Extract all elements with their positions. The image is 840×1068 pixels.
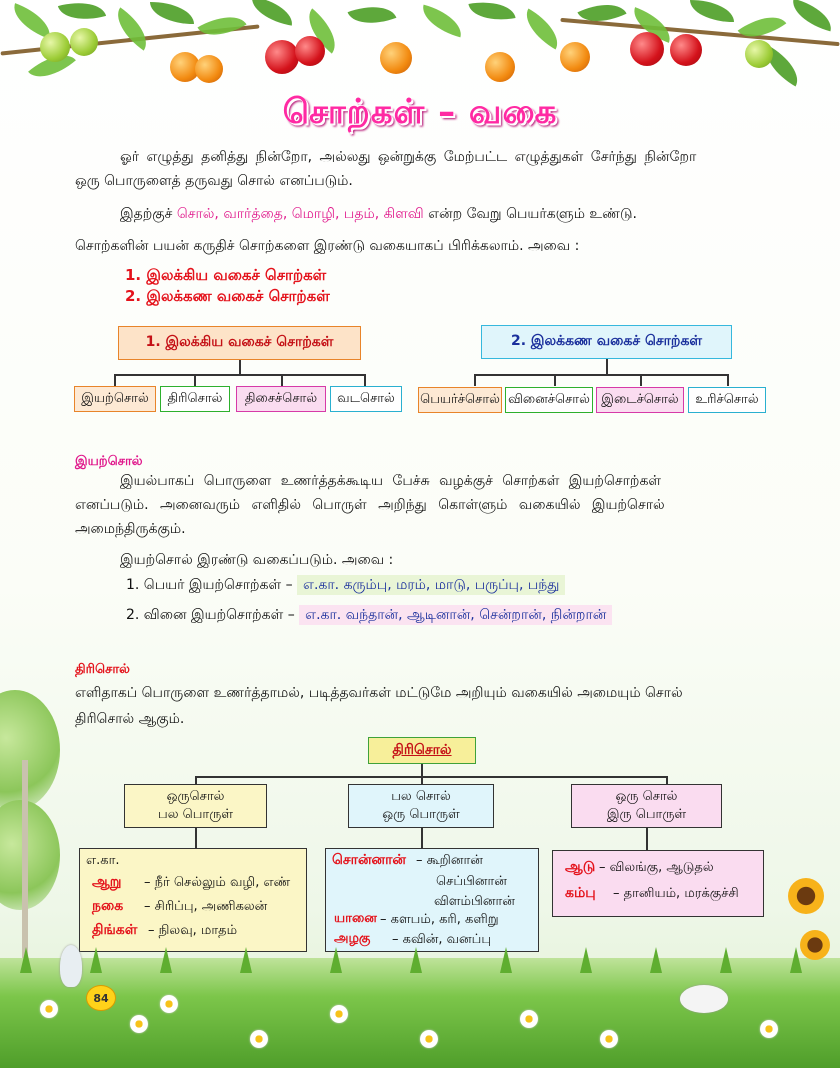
verb-iyarsol-example (126, 602, 612, 628)
synonyms-list: சொல், வார்த்தை, மொழி, பதம், கிளவி (176, 206, 424, 222)
peyarsol-box: பெயர்ச்சொல் (418, 387, 502, 413)
e1-head: எ.கா. (86, 853, 120, 868)
e2-word-4: யானை (334, 911, 377, 926)
e2-word-5: அழகு (334, 931, 371, 946)
iyarsol-heading: இயற்சொல் (75, 454, 143, 469)
urisol-box: உரிச்சொல் (688, 387, 766, 413)
noun-iyarsol-label: 1. பெயர் இயற்சொற்கள் – (126, 577, 293, 593)
vadasol-box: வடசொல் (330, 386, 402, 412)
thirisol-root-label: திரிசொல் (392, 741, 452, 758)
intro-classify: சொற்களின் பயன் கருதிச் சொற்களை இரண்டு வகையாகப் பிரிக்கலாம். அவை : (75, 238, 580, 254)
e2-meaning-1: – கூறினான் (416, 853, 483, 868)
intro-line-2: ஒரு பொருளைத் தருவது சொல் எனப்படும். (75, 173, 353, 189)
e3-word-1: ஆடு (565, 859, 596, 875)
e1-word-1: ஆறு (92, 874, 122, 890)
c1-line-1: ஒருசொல் (166, 789, 225, 804)
heron-decoration (60, 945, 82, 987)
iyarsol-line-1: இயல்பாகப் பொருளை உணர்த்தக்கூடிய பேச்சு வழக்குச் சொற்கள் இயற்சொற்கள் (120, 473, 662, 489)
one-word-many-meanings-box (124, 784, 267, 828)
e2-meaning-5: – கவின், வனப்பு (392, 932, 492, 947)
e2-word-1: சொன்னான் (332, 852, 407, 868)
e1-word-2: நகை (92, 898, 124, 914)
example-box-many-meanings (79, 848, 307, 952)
e2-meaning-3: விளம்பினான் (434, 894, 515, 909)
c3-line-1: ஒரு சொல் (615, 789, 678, 804)
page-number: 84 (93, 991, 109, 1005)
e2-meaning-4: – களபம், கரி, களிறு (380, 912, 499, 927)
idaisol-box: இடைச்சொல் (596, 387, 684, 413)
stork-decoration (680, 985, 728, 1013)
e3-word-2: கம்பு (565, 885, 596, 901)
intro-line-1: ஓர் எழுத்து தனித்து நின்றோ, அல்லது ஒன்றுக்கு மேற்பட்ட எழுத்துகள் சேர்ந்து நின்றோ (120, 149, 697, 165)
synonyms-prefix: இதற்குச் (120, 206, 173, 222)
e1-word-3: திங்கள் (92, 922, 138, 938)
noun-iyarsol-words: எ.கா. கரும்பு, மரம், மாடு, பருப்பு, பந்து (297, 575, 565, 595)
thirisol-line-2: திரிசொல் ஆகும். (75, 711, 185, 727)
type-item-1: 1. இலக்கிய வகைச் சொற்கள் (125, 266, 327, 284)
verb-iyarsol-label: 2. வினை இயற்சொற்கள் – (126, 607, 295, 623)
example-box-two-meanings (552, 850, 764, 917)
thirisol-line-1: எளிதாகப் பொருளை உணர்த்தாமல், படித்தவர்கள் மட்டுமே அறியும் வகையில் அமையும் சொல் (75, 685, 683, 701)
c3-line-2: இரு பொருள் (606, 807, 687, 822)
page-number-badge (86, 985, 116, 1011)
iyarsol-two-types: இயற்சொல் இரண்டு வகைப்படும். அவை : (120, 552, 394, 568)
c2-line-1: பல சொல் (391, 789, 451, 804)
e3-meaning-2: – தானியம், மரக்குச்சி (613, 886, 739, 901)
c1-line-2: பல பொருள் (158, 807, 233, 822)
synonyms-suffix: என்ற வேறு பெயர்களும் உண்டு. (428, 206, 637, 222)
verb-iyarsol-words: எ.கா. வந்தான், ஆடினான், சென்றான், நின்றான் (299, 605, 612, 625)
c2-line-2: ஒரு பொருள் (382, 807, 460, 822)
e1-meaning-3: – நிலவு, மாதம் (148, 923, 238, 938)
page-title: சொற்கள் – வகை (282, 92, 558, 132)
vinaisol-box: வினைச்சொல் (505, 387, 593, 413)
top-foliage-banner (0, 0, 840, 95)
thirisol-heading: திரிசொல் (75, 662, 130, 677)
literary-words-box: 1. இலக்கிய வகைச் சொற்கள் (118, 326, 361, 360)
thisaisol-box: திசைச்சொல் (236, 386, 326, 412)
noun-iyarsol-example (126, 572, 565, 598)
e2-meaning-2: செப்பினான் (436, 874, 507, 889)
iyarsol-box: இயற்சொல் (74, 386, 156, 412)
many-words-one-meaning-box (348, 784, 494, 828)
iyarsol-line-3: அமைந்திருக்கும். (75, 521, 186, 537)
e1-meaning-1: – நீர் செல்லும் வழி, எண் (144, 875, 291, 890)
example-box-one-meaning (325, 848, 539, 952)
one-word-two-meanings-box (571, 784, 722, 828)
thirisol-root-box (368, 737, 476, 764)
e3-meaning-1: – விலங்கு, ஆடுதல் (599, 860, 714, 875)
e1-meaning-2: – சிரிப்பு, அணிகலன் (144, 899, 268, 914)
thirisol-box: திரிசொல் (160, 386, 230, 412)
iyarsol-line-2: எனப்படும். அனைவரும் எளிதில் பொருள் அறிந்து கொள்ளும் வகையில் இயற்சொல் (75, 497, 665, 513)
grammatical-words-box: 2. இலக்கண வகைச் சொற்கள் (481, 325, 732, 359)
intro-synonyms (120, 201, 637, 227)
type-item-2: 2. இலக்கண வகைச் சொற்கள் (125, 287, 330, 305)
